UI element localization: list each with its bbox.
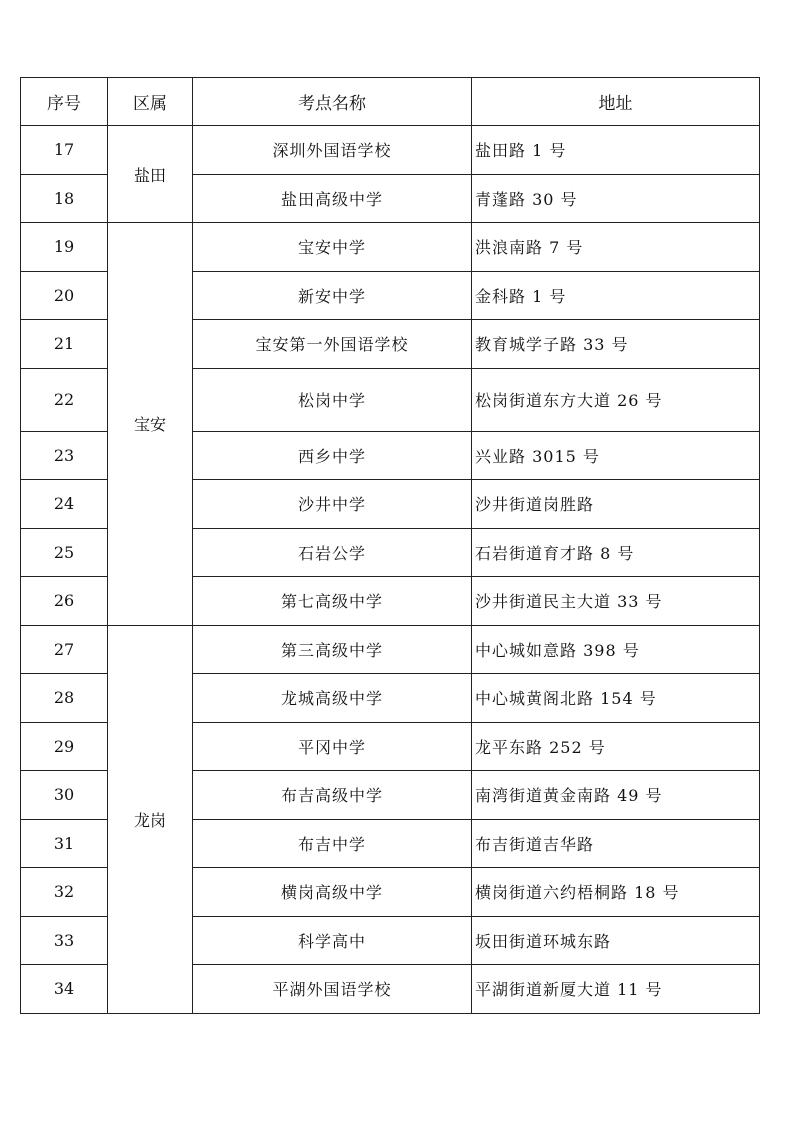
cell-seq: 20 (21, 271, 108, 320)
cell-seq: 29 (21, 722, 108, 771)
cell-address: 洪浪南路 7 号 (472, 223, 760, 272)
cell-seq: 22 (21, 368, 108, 431)
cell-venue-name: 布吉中学 (193, 819, 472, 868)
cell-seq: 24 (21, 480, 108, 529)
cell-seq: 28 (21, 674, 108, 723)
cell-address: 龙平东路 252 号 (472, 722, 760, 771)
cell-venue-name: 石岩公学 (193, 528, 472, 577)
cell-venue-name: 平湖外国语学校 (193, 965, 472, 1014)
cell-venue-name: 松岗中学 (193, 368, 472, 431)
cell-seq: 26 (21, 577, 108, 626)
cell-seq: 18 (21, 174, 108, 223)
cell-address: 沙井街道岗胜路 (472, 480, 760, 529)
cell-seq: 27 (21, 625, 108, 674)
cell-address: 松岗街道东方大道 26 号 (472, 368, 760, 431)
cell-address: 坂田街道环城东路 (472, 916, 760, 965)
cell-venue-name: 第七高级中学 (193, 577, 472, 626)
exam-venue-table (20, 77, 760, 1014)
cell-address: 盐田路 1 号 (472, 126, 760, 175)
cell-venue-name: 宝安中学 (193, 223, 472, 272)
cell-address: 兴业路 3015 号 (472, 431, 760, 480)
cell-district: 盐田 (108, 126, 193, 223)
cell-address: 南湾街道黄金南路 49 号 (472, 771, 760, 820)
cell-venue-name: 科学高中 (193, 916, 472, 965)
cell-venue-name: 龙城高级中学 (193, 674, 472, 723)
cell-district: 宝安 (108, 223, 193, 626)
cell-address: 布吉街道吉华路 (472, 819, 760, 868)
table-header-row (21, 78, 760, 126)
header-venue-name: 考点名称 (193, 78, 472, 126)
cell-seq: 19 (21, 223, 108, 272)
table-row (21, 223, 760, 272)
cell-address: 教育城学子路 33 号 (472, 320, 760, 369)
cell-address: 横岗街道六约梧桐路 18 号 (472, 868, 760, 917)
cell-address: 青蓬路 30 号 (472, 174, 760, 223)
cell-seq: 21 (21, 320, 108, 369)
cell-district: 龙岗 (108, 625, 193, 1013)
cell-venue-name: 横岗高级中学 (193, 868, 472, 917)
header-address: 地址 (472, 78, 760, 126)
cell-seq: 25 (21, 528, 108, 577)
cell-venue-name: 新安中学 (193, 271, 472, 320)
cell-venue-name: 平冈中学 (193, 722, 472, 771)
cell-venue-name: 第三高级中学 (193, 625, 472, 674)
cell-venue-name: 宝安第一外国语学校 (193, 320, 472, 369)
cell-seq: 34 (21, 965, 108, 1014)
cell-seq: 33 (21, 916, 108, 965)
table-row (21, 625, 760, 674)
cell-address: 中心城如意路 398 号 (472, 625, 760, 674)
header-district: 区属 (108, 78, 193, 126)
cell-address: 金科路 1 号 (472, 271, 760, 320)
cell-seq: 17 (21, 126, 108, 175)
cell-address: 平湖街道新厦大道 11 号 (472, 965, 760, 1014)
table-row (21, 126, 760, 175)
cell-venue-name: 盐田高级中学 (193, 174, 472, 223)
cell-venue-name: 沙井中学 (193, 480, 472, 529)
cell-address: 沙井街道民主大道 33 号 (472, 577, 760, 626)
cell-seq: 32 (21, 868, 108, 917)
cell-address: 石岩街道育才路 8 号 (472, 528, 760, 577)
cell-venue-name: 深圳外国语学校 (193, 126, 472, 175)
cell-seq: 30 (21, 771, 108, 820)
cell-address: 中心城黄阁北路 154 号 (472, 674, 760, 723)
cell-venue-name: 西乡中学 (193, 431, 472, 480)
cell-venue-name: 布吉高级中学 (193, 771, 472, 820)
cell-seq: 31 (21, 819, 108, 868)
cell-seq: 23 (21, 431, 108, 480)
header-seq: 序号 (21, 78, 108, 126)
